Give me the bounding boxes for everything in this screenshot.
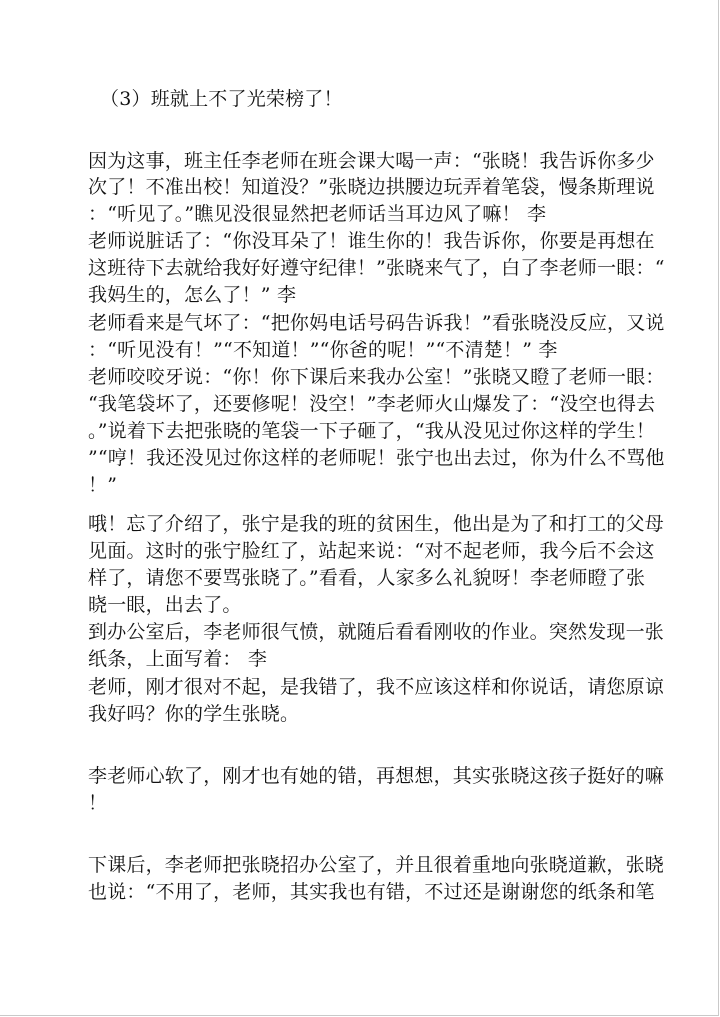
body-line: ：“听见了。”瞧见没很显然把老师话当耳边风了嘛！ 李 [88,203,547,225]
body-line: 也说：“不用了，老师，其实我也有错，不过还是谢谢您的纸条和笔 [88,881,655,903]
section-heading: （3）班就上不了光荣榜了！ [100,88,343,110]
body-line: 老师说脏话了：“你没耳朵了！谁生你的！我告诉你，你要是再想在 [88,230,655,252]
body-line: 次了！不准出校！知道没？”张晓边拱腰边玩弄着笔袋，慢条斯理说 [88,176,655,198]
body-line: 见面。这时的张宁脸红了，站起来说：“对不起老师，我今后不会这 [88,540,655,562]
body-line: 李老师心软了，刚才也有她的错，再想想，其实张晓这孩子挺好的嘛 [88,765,665,787]
body-line: 下课后，李老师把张晓招办公室了，并且很着重地向张晓道歉，张晓 [88,854,665,876]
body-line: ：“听见没有！”“不知道！”“你爸的呢！”“不清楚！” 李 [88,339,558,361]
body-line: ”“哼！我还没见过你这样的老师呢！张宁也出去过，你为什么不骂他 [88,447,665,469]
body-line: 到办公室后，李老师很气愤，就随后看看刚收的作业。突然发现一张 [88,621,665,643]
body-line: 老师，刚才很对不起，是我错了，我不应该这样和你说话，请您原谅 [88,676,665,698]
body-line: 样了，请您不要骂张晓了。”看看，人家多么礼貌呀！李老师瞪了张 [88,567,646,589]
body-line: 老师咬咬牙说：“你！你下课后来我办公室！”张晓又瞪了老师一眼： [88,366,665,388]
body-line: 我妈生的，怎么了！” 李 [88,284,297,306]
body-line: “我笔袋坏了，还要修呢！没空！”李老师火山爆发了：“没空也得去 [88,393,656,415]
body-line: ！” [88,474,118,496]
body-line: 晓一眼，出去了。 [88,594,242,616]
body-line: 。”说着下去把张晓的笔袋一下子砸了，“我从没见过你这样的学生！ [88,420,656,442]
body-line: 因为这事，班主任李老师在班会课大喝一声：“张晓！我告诉你多少 [88,150,655,172]
body-line: 我好吗？你的学生张晓。 [88,703,300,725]
body-line: 这班待下去就给我好好遵守纪律！”张晓来气了，白了李老师一眼：“ [88,257,665,279]
body-line: ！ [88,792,108,814]
body-line: 纸条，上面写着： 李 [88,648,268,670]
body-line: 哦！忘了介绍了，张宁是我的班的贫困生，他出是为了和打工的父母 [88,513,665,535]
body-line: 老师看来是气坏了：“把你妈电话号码告诉我！”看张晓没反应，又说 [88,312,665,334]
